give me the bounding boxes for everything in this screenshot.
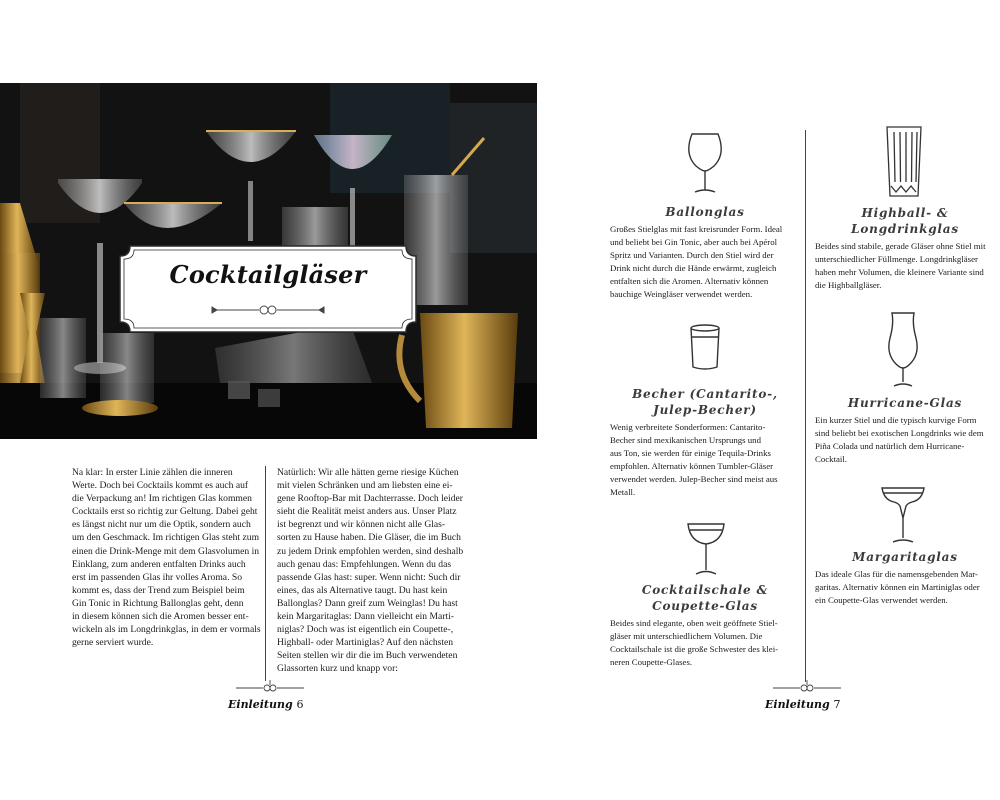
intro-col2-line: Seiten stellen wir dir die im Buch verwendeten — [277, 650, 458, 662]
intro-col1-line: Einklang, zum anderen entfalten Drinks auch — [72, 558, 246, 570]
highball-glass-icon — [884, 124, 924, 200]
intro-col1-line: gerne serviert wurde. — [72, 637, 154, 649]
intro-col2-line: Highball- oder Martiniglas? Auf den nächsten — [277, 637, 454, 649]
intro-col2-line: eines, das als Alternative taugt. Du hast kein — [277, 584, 448, 596]
intro-col2-line: sieht die Realität meist anders aus. Unser Platz — [277, 506, 457, 518]
highball-description — [815, 240, 999, 292]
becher-heading-line-1: Becher (Cantarito-, — [632, 387, 778, 401]
intro-col1-line: Werte. Doch bei Cocktails kommt es auch auf — [72, 480, 249, 492]
intro-paragraph-2 — [277, 466, 477, 676]
intro-col2-line: sorten zu Hause haben. Die Gläser, die im Buch — [277, 532, 461, 544]
becher-line: empfohlen. Alternativ können Tumbler-Gläser — [610, 461, 774, 471]
becher-line: Becher sind mexikanischen Ursprungs und — [610, 435, 761, 445]
hurricane-line: Ein kurzer Stiel und die typisch kurvige Form — [815, 415, 977, 425]
intro-col1-line: um den Geschmack. Im richtigen Glas steht zum — [72, 532, 260, 544]
tumbler-cup-icon — [688, 323, 722, 373]
hurricane-description — [815, 414, 999, 466]
intro-col1-line: kommt es, dass der Trend zum Beispiel beim — [72, 584, 245, 596]
page-number-left: 6 — [296, 698, 304, 711]
intro-col2-line: passende Glas hast: super. Wenn nicht: Such dir — [277, 571, 461, 583]
hurricane-glass-icon — [886, 310, 920, 390]
becher-line: verwendet werden. Julep-Becher sind meist aus — [610, 474, 778, 484]
cocktailschale-heading — [610, 582, 800, 614]
becher-line: aus Ton, sie werden für einige Tequila-Drinks — [610, 448, 771, 458]
becher-heading — [610, 386, 800, 418]
page-number-right: 7 — [833, 698, 841, 711]
intro-col2-line: zu jedem Drink empfohlen werden, sind deshalb — [277, 545, 464, 557]
cocktailschale-description — [610, 617, 802, 669]
ballonglas-heading: Ballonglas — [665, 205, 745, 219]
becher-line: Metall. — [610, 487, 636, 497]
cocktailschale-line: Beides sind elegante, oben weit geöffnete Stiel- — [610, 618, 778, 628]
intro-column-2 — [277, 466, 477, 676]
highball-heading-line-1: Highball- & — [861, 206, 949, 220]
ballonglas-line: entfalten sich die Aromen. Alternativ können — [610, 276, 769, 286]
ballonglas-line: Drink nicht durch die Hände erwärmt, zugleich — [610, 263, 777, 273]
hurricane-line: Piña Colada und natürlich dem Hurricane- — [815, 441, 965, 451]
highball-heading-line-2: Longdrinkglas — [851, 222, 959, 236]
becher-description — [610, 421, 802, 499]
highball-line: unterschiedlicher Füllmenge. Longdrinkgläser — [815, 254, 978, 264]
highball-line: die Highballgläser. — [815, 280, 882, 290]
cocktailschale-line: Cocktailschale ist die große Schwester des klei- — [610, 644, 779, 654]
margarita-line: garitas. Alternativ können ein Martiniglas oder — [815, 582, 980, 592]
intro-col1-line: wickeln als im Longdrinkglas, in dem er vormals — [72, 624, 261, 636]
ballonglas-line: Großes Stielglas mit fast kreisrunder Form. Ideal — [610, 224, 783, 234]
margarita-glass-icon — [880, 484, 926, 546]
footer-left-label: Einleitung — [228, 698, 293, 711]
margarita-line: Das ideale Glas für die namensgebenden Mar- — [815, 569, 978, 579]
intro-col2-line: niglas? Doch was ist eigentlich ein Coupette-, — [277, 624, 454, 636]
intro-col2-line: auch genau das: Empfehlungen. Wenn du das — [277, 558, 452, 570]
intro-col1-line: in diesem können sich die Aromen besser ent- — [72, 611, 249, 623]
margarita-line: ein Coupette-Glas verwendet werden. — [815, 595, 948, 605]
intro-col1-line: einen die Drink-Menge mit dem Glasvolumen in — [72, 545, 260, 557]
column-divider-left — [265, 466, 266, 681]
footer-right — [765, 698, 841, 711]
intro-column-1 — [72, 466, 262, 649]
ballonglas-line: Spritz und Varianten. Durch den Stiel wird der — [610, 250, 774, 260]
highball-line: haben mehr Volumen, die kleinere Variante sind — [815, 267, 984, 277]
intro-col2-line: mit vielen Schränken und am liebsten eine ei- — [277, 480, 453, 492]
intro-col2-line: Natürlich: Wir alle hätten gerne riesige Küchen — [277, 467, 459, 478]
intro-col2-line: kein Margaritaglas: Dann vielleicht ein Marti- — [277, 611, 454, 623]
ballonglas-description — [610, 223, 802, 301]
margarita-heading: Margaritaglas — [852, 550, 958, 564]
footer-ornament-left — [234, 680, 306, 694]
cocktailschale-line: gläser mit unterschiedlichem Volumen. Die — [610, 631, 763, 641]
intro-col2-line: Ballonglas? Dann greif zum Weinglas! Du hast — [277, 597, 458, 609]
ballonglas-line: bauchige Weingläser verwendet werden. — [610, 289, 753, 299]
intro-col2-line: gene Rooftop-Bar mit Dachterrasse. Doch leider — [277, 493, 463, 505]
footer-ornament-right — [771, 680, 843, 694]
highball-line: Beides sind stabile, gerade Gläser ohne Stiel mit — [815, 241, 986, 251]
intro-col1-line: es längst nicht nur um die Optik, sondern auch — [72, 519, 251, 531]
coupe-glass-icon — [686, 520, 726, 578]
balloon-glass-icon — [686, 130, 724, 196]
highball-heading — [812, 205, 998, 237]
schale-heading-line-1: Cocktailschale & — [641, 583, 769, 597]
intro-col1-line: Na klar: In erster Linie zählen die inneren — [72, 467, 233, 478]
schale-heading-line-2: Coupette-Glas — [652, 599, 758, 613]
title-plaque — [116, 242, 420, 336]
becher-line: Wenig verbreitete Sonderformen: Cantarito- — [610, 422, 766, 432]
intro-col1-line: Gin Tonic in Richtung Ballonglas geht, denn — [72, 597, 244, 609]
footer-right-label: Einleitung — [765, 698, 830, 711]
intro-col1-line: Cocktails erst so richtig zur Geltung. Dabei geht — [72, 506, 258, 518]
intro-paragraph-1 — [72, 466, 262, 649]
hurricane-heading: Hurricane-Glas — [847, 396, 963, 410]
ballonglas-line: und beliebt bei Gin Tonic, aber auch bei Apérol — [610, 237, 778, 247]
becher-heading-line-2: Julep-Becher) — [653, 403, 757, 417]
margarita-description — [815, 568, 999, 607]
cocktailschale-line: neren Coupette-Glases. — [610, 657, 693, 667]
intro-col2-line: ist begrenzt und wir können nicht alle Glas- — [277, 519, 446, 531]
intro-col2-line: Glassorten kurz und knapp vor: — [277, 663, 398, 675]
intro-col1-line: die Verpackung an! Im richtigen Glas kommen — [72, 493, 252, 505]
hurricane-line: sind beliebt bei exotischen Longdrinks wie dem — [815, 428, 984, 438]
hurricane-line: Cocktail. — [815, 454, 848, 464]
footer-left — [228, 698, 304, 711]
column-divider-right — [805, 130, 806, 682]
page-title: Cocktailgläser — [169, 260, 367, 289]
intro-col1-line: erst im passenden Glas ihr volles Aroma. So — [72, 571, 242, 583]
